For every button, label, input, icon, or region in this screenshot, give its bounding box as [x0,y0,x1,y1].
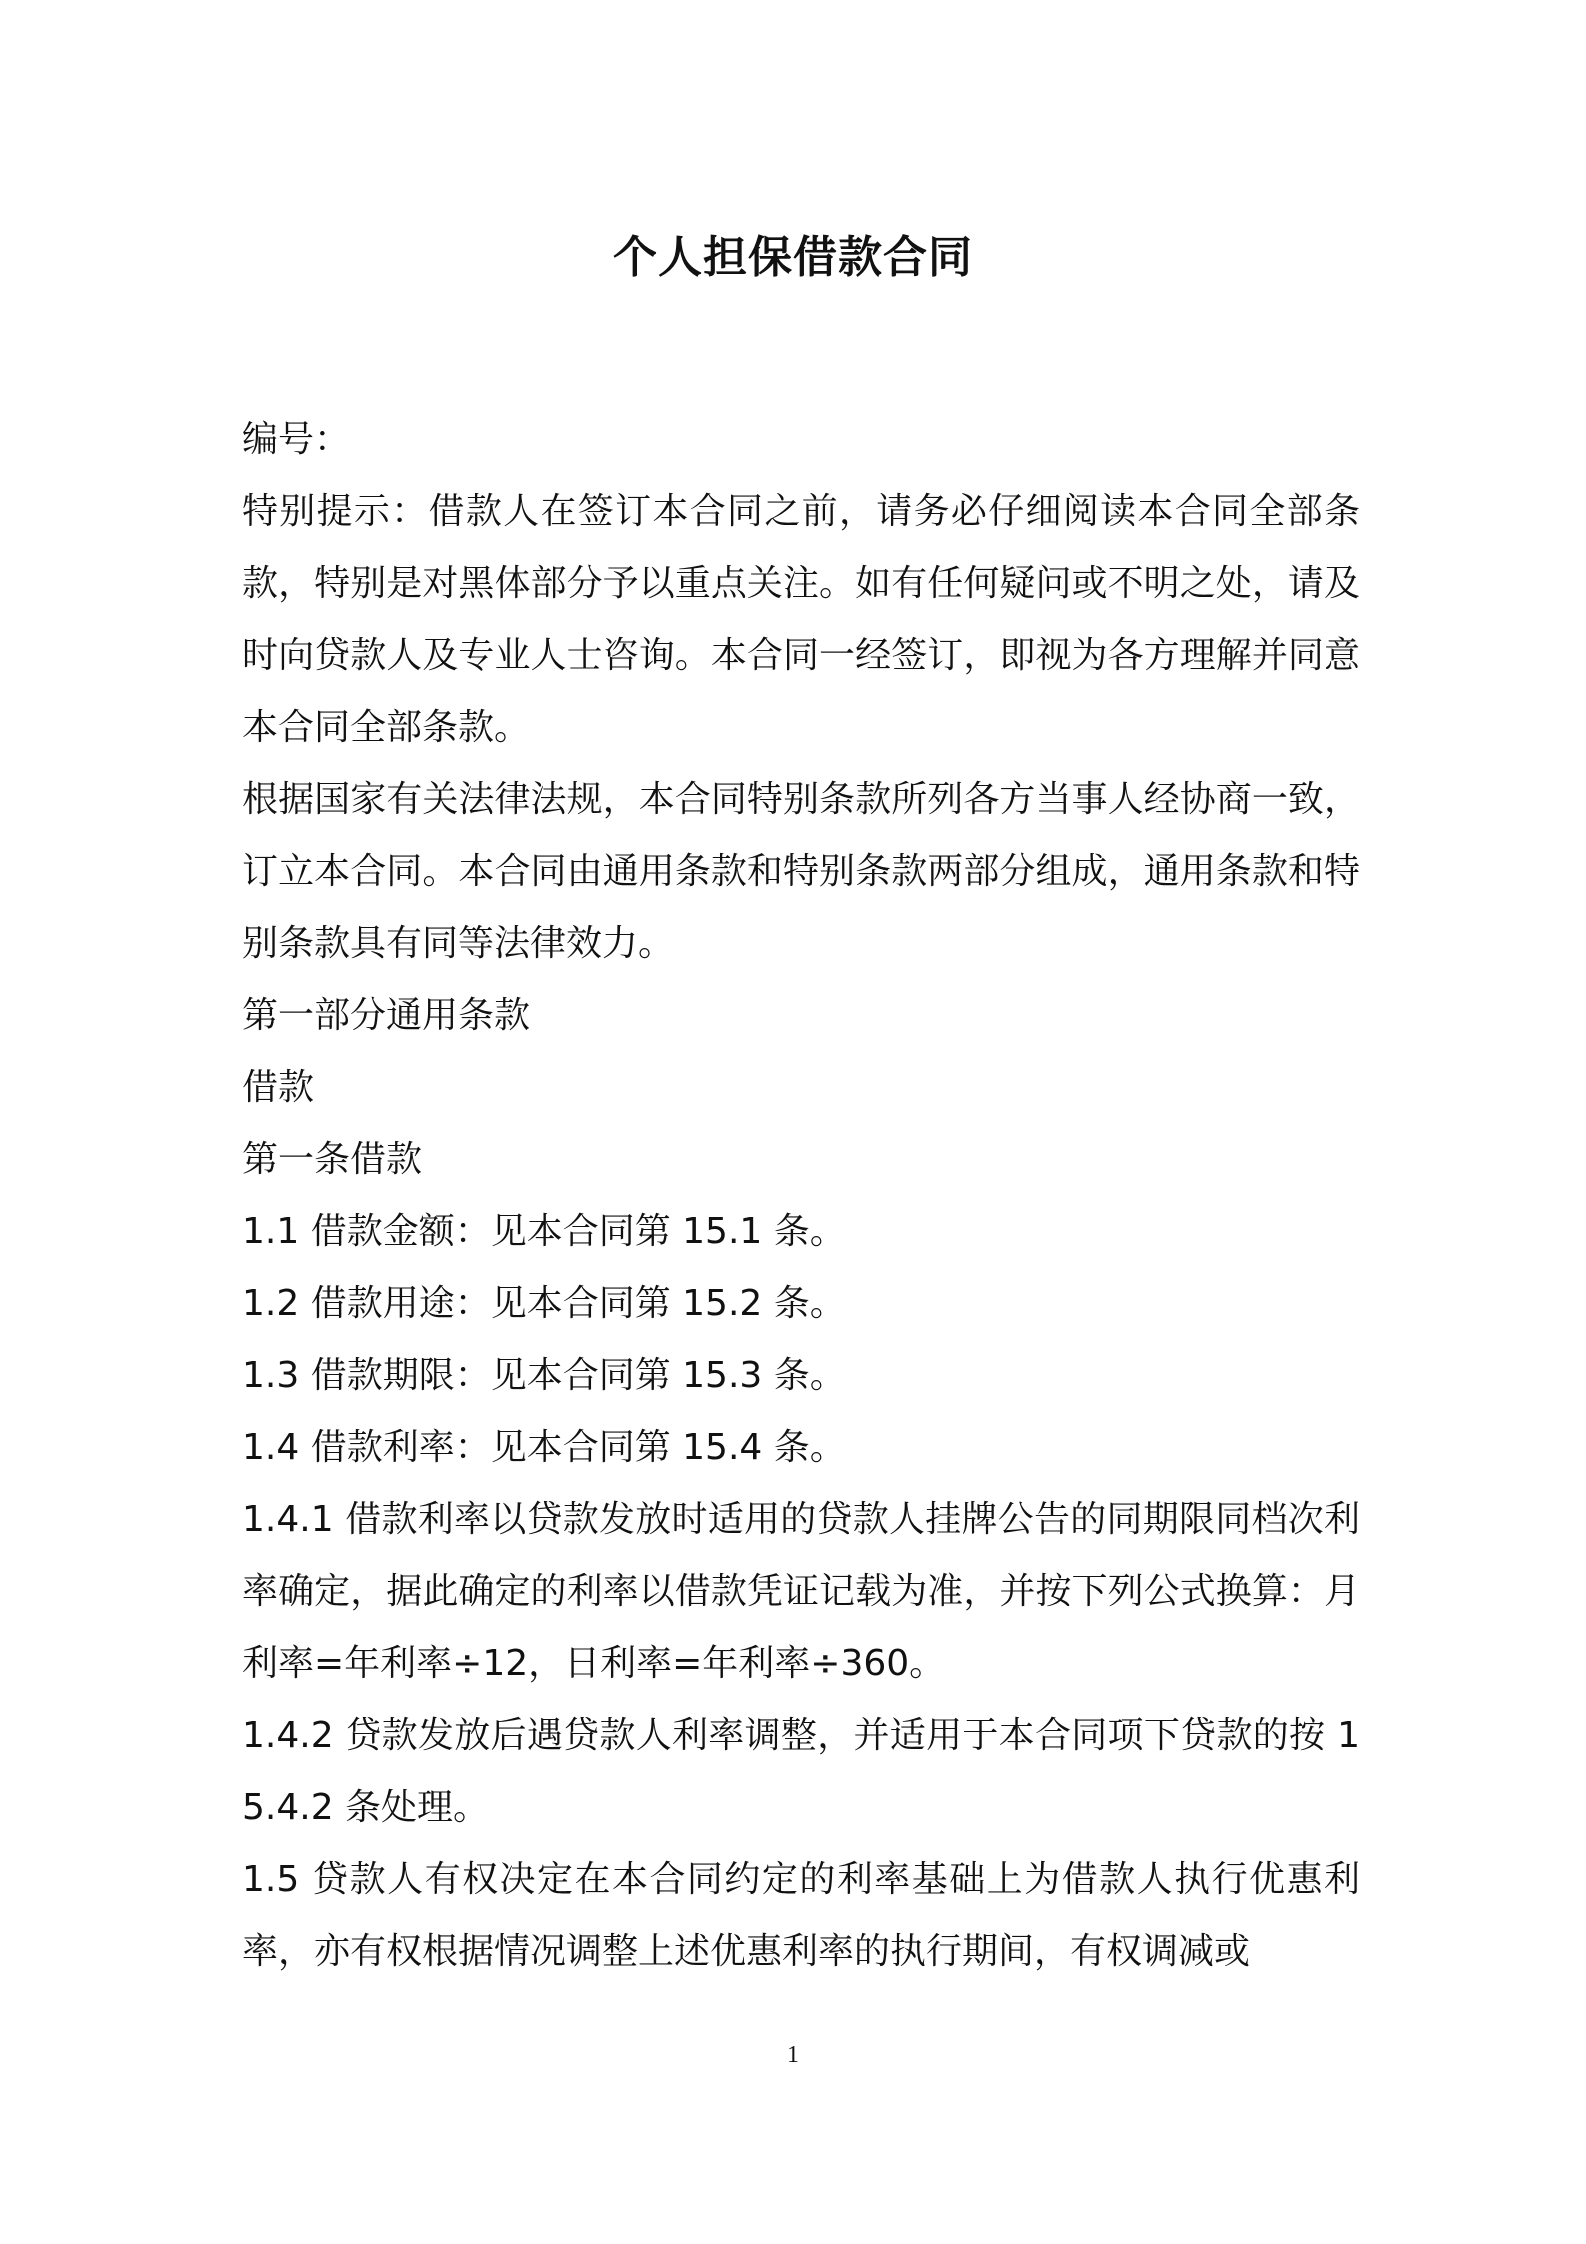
clause-1-4-2: 1.4.2 贷款发放后遇贷款人利率调整，并适用于本合同项下贷款的按 15.4.2 条处理。 [242,1715,1360,1828]
contract-number-line: 编号： [242,419,351,460]
page-number: 1 [787,2042,799,2068]
section-heading-loan: 借款 [242,1067,315,1108]
contract-body [242,404,1360,1988]
article-one-heading: 第一条借款 [242,1139,423,1180]
contract-title: 个人担保借款合同 [613,232,973,283]
clause-1-4-1: 1.4.1 借款利率以贷款发放时适用的贷款人挂牌公告的同期限同档次利率确定，据此确定的利率以借款凭证记载为准，并按下列公式换算：月利率=年利率÷12，日利率=年利率÷360。 [242,1499,1360,1684]
clause-1-1: 1.1 借款金额：见本合同第 15.1 条。 [242,1211,846,1252]
clause-1-5: 1.5 贷款人有权决定在本合同约定的利率基础上为借款人执行优惠利率，亦有权根据情况调整上述优惠利率的执行期间，有权调减或 [242,1859,1360,1972]
clause-1-2: 1.2 借款用途：见本合同第 15.2 条。 [242,1283,846,1324]
part-one-heading: 第一部分通用条款 [242,995,531,1036]
clause-1-4: 1.4 借款利率：见本合同第 15.4 条。 [242,1427,846,1468]
clause-1-3: 1.3 借款期限：见本合同第 15.3 条。 [242,1355,846,1396]
special-notice-paragraph: 特别提示：借款人在签订本合同之前，请务必仔细阅读本合同全部条款，特别是对黑体部分予以重点关注。如有任何疑问或不明之处，请及时向贷款人及专业人士咨询。本合同一经签订，即视为各方理解并同意本合同全部条款。 [242,491,1360,748]
preamble-paragraph: 根据国家有关法律法规，本合同特别条款所列各方当事人经协商一致，订立本合同。本合同由通用条款和特别条款两部分组成，通用条款和特别条款具有同等法律效力。 [242,779,1360,964]
